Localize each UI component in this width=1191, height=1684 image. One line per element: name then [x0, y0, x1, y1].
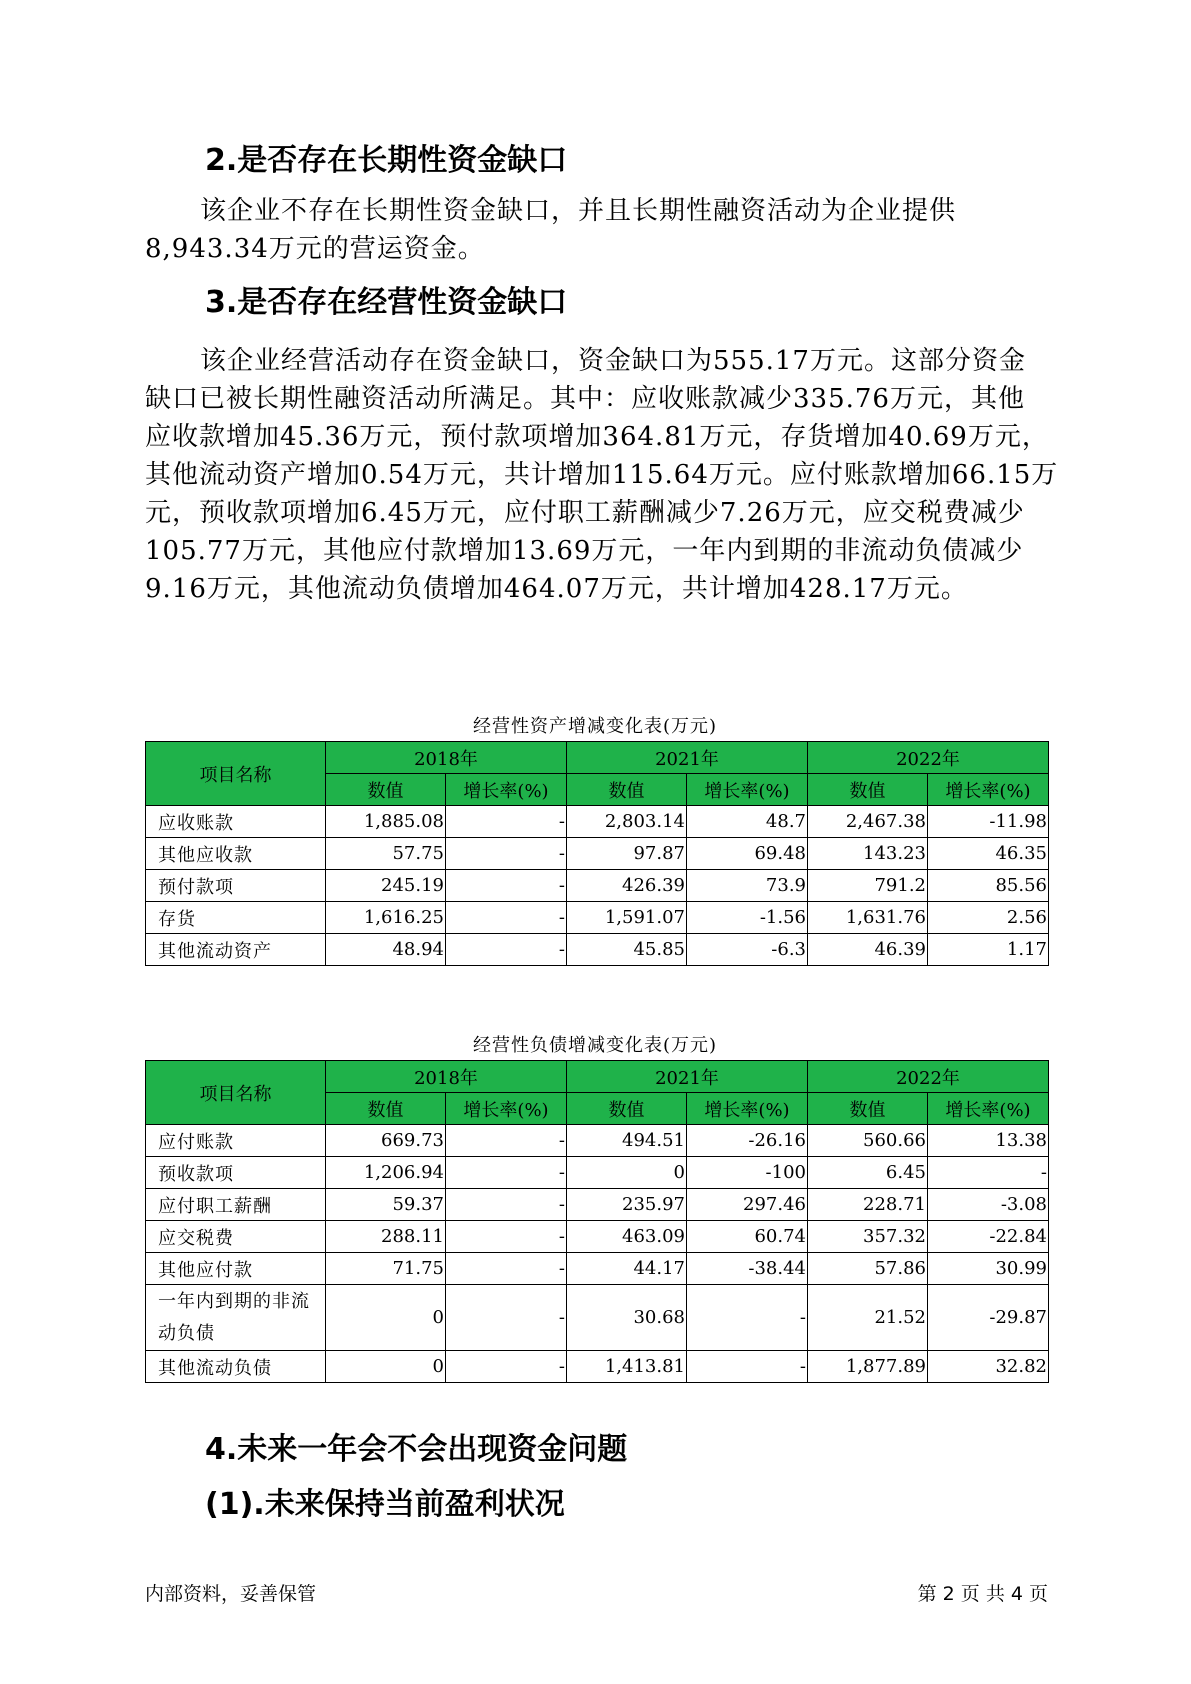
- table-row: [146, 870, 1049, 902]
- table-row: [146, 1351, 1049, 1383]
- value-cell: 357.32: [808, 1221, 928, 1253]
- column-header-year: 2018年: [326, 742, 567, 774]
- growth-rate-cell: -: [687, 1351, 808, 1383]
- value-cell: 2,467.38: [808, 806, 928, 838]
- growth-rate-cell: -: [928, 1157, 1049, 1189]
- value-cell: 143.23: [808, 838, 928, 870]
- row-item-name: 预收款项: [146, 1157, 326, 1189]
- row-item-name: 其他流动负债: [146, 1351, 326, 1383]
- growth-rate-cell: -: [446, 1189, 567, 1221]
- growth-rate-cell: 2.56: [928, 902, 1049, 934]
- row-item-name: 应付账款: [146, 1125, 326, 1157]
- table-row: [146, 1285, 1049, 1351]
- growth-rate-cell: -: [446, 806, 567, 838]
- liabilities-table-caption: 经营性负债增减变化表(万元): [472, 1035, 718, 1056]
- table-row: [146, 1157, 1049, 1189]
- value-cell: 494.51: [567, 1125, 687, 1157]
- value-cell: 426.39: [567, 870, 687, 902]
- column-header-growth-rate: 增长率(%): [446, 1093, 567, 1125]
- growth-rate-cell: 46.35: [928, 838, 1049, 870]
- column-header-year: 2022年: [808, 1061, 1049, 1093]
- column-header-year: 2018年: [326, 1061, 567, 1093]
- liabilities-table: [145, 1060, 1049, 1383]
- row-item-name: 存货: [146, 902, 326, 934]
- table-row: [146, 1189, 1049, 1221]
- value-cell: 1,885.08: [326, 806, 446, 838]
- value-cell: 245.19: [326, 870, 446, 902]
- value-cell: 0: [326, 1351, 446, 1383]
- column-header-growth-rate: 增长率(%): [446, 774, 567, 806]
- growth-rate-cell: -: [446, 1351, 567, 1383]
- table-row: [146, 934, 1049, 966]
- growth-rate-cell: 69.48: [687, 838, 808, 870]
- value-cell: 71.75: [326, 1253, 446, 1285]
- section-3-paragraph: [145, 342, 1059, 608]
- column-header-year: 2021年: [567, 742, 808, 774]
- value-cell: 45.85: [567, 934, 687, 966]
- assets-table-caption: 经营性资产增减变化表(万元): [472, 716, 718, 737]
- growth-rate-cell: -: [446, 902, 567, 934]
- value-cell: 560.66: [808, 1125, 928, 1157]
- column-header-year: 2021年: [567, 1061, 808, 1093]
- table-row: [146, 1221, 1049, 1253]
- column-header-value: 数值: [567, 774, 687, 806]
- value-cell: 0: [567, 1157, 687, 1189]
- value-cell: 2,803.14: [567, 806, 687, 838]
- section-4-subheading: (1).未来保持当前盈利状况: [205, 1487, 565, 1522]
- value-cell: 1,631.76: [808, 902, 928, 934]
- value-cell: 463.09: [567, 1221, 687, 1253]
- paragraph-line: 该企业不存在长期性资金缺口，并且长期性融资活动为企业提供: [200, 196, 957, 226]
- section-4-heading: 4.未来一年会不会出现资金问题: [205, 1432, 628, 1467]
- value-cell: 1,413.81: [567, 1351, 687, 1383]
- paragraph-line: 应收款增加45.36万元，预付款项增加364.81万元，存货增加40.69万元，: [145, 422, 1049, 452]
- growth-rate-cell: -: [446, 838, 567, 870]
- column-header-year: 2022年: [808, 742, 1049, 774]
- row-item-name: 应付职工薪酬: [146, 1189, 326, 1221]
- paragraph-line: 其他流动资产增加0.54万元，共计增加115.64万元。应付账款增加66.15万: [145, 460, 1059, 490]
- paragraph-line: 105.77万元，其他应付款增加13.69万元，一年内到期的非流动负债减少: [145, 536, 1024, 566]
- growth-rate-cell: -26.16: [687, 1125, 808, 1157]
- row-item-name: 预付款项: [146, 870, 326, 902]
- column-header-value: 数值: [808, 1093, 928, 1125]
- value-cell: 1,206.94: [326, 1157, 446, 1189]
- table-row: [146, 806, 1049, 838]
- growth-rate-cell: -: [446, 1157, 567, 1189]
- growth-rate-cell: -: [446, 934, 567, 966]
- table-row: [146, 838, 1049, 870]
- row-item-name: 其他应付款: [146, 1253, 326, 1285]
- column-header-item-name: 项目名称: [146, 742, 326, 806]
- growth-rate-cell: -29.87: [928, 1285, 1049, 1351]
- growth-rate-cell: -3.08: [928, 1189, 1049, 1221]
- column-header-growth-rate: 增长率(%): [687, 774, 808, 806]
- value-cell: 46.39: [808, 934, 928, 966]
- column-header-value: 数值: [808, 774, 928, 806]
- column-header-value: 数值: [567, 1093, 687, 1125]
- paragraph-line: 元，预收款项增加6.45万元，应付职工薪酬减少7.26万元，应交税费减少: [145, 498, 1025, 528]
- column-header-value: 数值: [326, 774, 446, 806]
- paragraph-line: 8,943.34万元的营运资金。: [145, 234, 485, 264]
- table-row: [146, 902, 1049, 934]
- growth-rate-cell: 85.56: [928, 870, 1049, 902]
- footer-page-number: 第 2 页 共 4 页: [917, 1583, 1048, 1605]
- column-header-value: 数值: [326, 1093, 446, 1125]
- growth-rate-cell: -11.98: [928, 806, 1049, 838]
- growth-rate-cell: -22.84: [928, 1221, 1049, 1253]
- paragraph-line: 该企业经营活动存在资金缺口，资金缺口为555.17万元。这部分资金: [200, 346, 1026, 376]
- value-cell: 791.2: [808, 870, 928, 902]
- section-2-heading: 2.是否存在长期性资金缺口: [205, 143, 568, 178]
- growth-rate-cell: -: [446, 1125, 567, 1157]
- value-cell: 44.17: [567, 1253, 687, 1285]
- growth-rate-cell: 48.7: [687, 806, 808, 838]
- growth-rate-cell: -: [687, 1285, 808, 1351]
- row-item-name: 一年内到期的非流动负债: [146, 1285, 326, 1351]
- value-cell: 6.45: [808, 1157, 928, 1189]
- growth-rate-cell: 297.46: [687, 1189, 808, 1221]
- column-header-growth-rate: 增长率(%): [928, 1093, 1049, 1125]
- growth-rate-cell: -6.3: [687, 934, 808, 966]
- row-item-name: 应交税费: [146, 1221, 326, 1253]
- value-cell: 235.97: [567, 1189, 687, 1221]
- value-cell: 57.75: [326, 838, 446, 870]
- assets-table: [145, 741, 1049, 966]
- column-header-item-name: 项目名称: [146, 1061, 326, 1125]
- growth-rate-cell: -100: [687, 1157, 808, 1189]
- growth-rate-cell: 32.82: [928, 1351, 1049, 1383]
- section-2-paragraph: [145, 192, 1045, 268]
- growth-rate-cell: -: [446, 870, 567, 902]
- value-cell: 228.71: [808, 1189, 928, 1221]
- column-header-growth-rate: 增长率(%): [928, 774, 1049, 806]
- value-cell: 97.87: [567, 838, 687, 870]
- growth-rate-cell: 60.74: [687, 1221, 808, 1253]
- row-item-name: 应收账款: [146, 806, 326, 838]
- row-item-name: 其他流动资产: [146, 934, 326, 966]
- growth-rate-cell: 73.9: [687, 870, 808, 902]
- growth-rate-cell: 13.38: [928, 1125, 1049, 1157]
- section-3-heading: 3.是否存在经营性资金缺口: [205, 285, 568, 320]
- growth-rate-cell: -: [446, 1253, 567, 1285]
- column-header-growth-rate: 增长率(%): [687, 1093, 808, 1125]
- growth-rate-cell: -: [446, 1221, 567, 1253]
- value-cell: 21.52: [808, 1285, 928, 1351]
- table-row: [146, 1125, 1049, 1157]
- value-cell: 30.68: [567, 1285, 687, 1351]
- value-cell: 1,877.89: [808, 1351, 928, 1383]
- value-cell: 48.94: [326, 934, 446, 966]
- value-cell: 1,616.25: [326, 902, 446, 934]
- paragraph-line: 缺口已被长期性融资活动所满足。其中：应收账款减少335.76万元，其他: [145, 384, 1025, 414]
- growth-rate-cell: 1.17: [928, 934, 1049, 966]
- value-cell: 0: [326, 1285, 446, 1351]
- growth-rate-cell: -1.56: [687, 902, 808, 934]
- footer-confidential-note: 内部资料，妥善保管: [145, 1583, 317, 1605]
- value-cell: 288.11: [326, 1221, 446, 1253]
- value-cell: 57.86: [808, 1253, 928, 1285]
- value-cell: 1,591.07: [567, 902, 687, 934]
- value-cell: 669.73: [326, 1125, 446, 1157]
- growth-rate-cell: -: [446, 1285, 567, 1351]
- row-item-name: 其他应收款: [146, 838, 326, 870]
- value-cell: 59.37: [326, 1189, 446, 1221]
- table-row: [146, 1253, 1049, 1285]
- growth-rate-cell: -38.44: [687, 1253, 808, 1285]
- growth-rate-cell: 30.99: [928, 1253, 1049, 1285]
- paragraph-line: 9.16万元，其他流动负债增加464.07万元，共计增加428.17万元。: [145, 574, 968, 604]
